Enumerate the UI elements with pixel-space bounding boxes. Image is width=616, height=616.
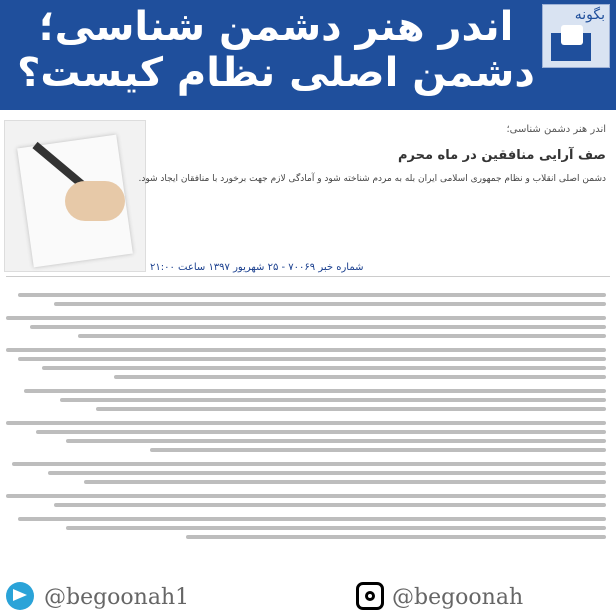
paragraph <box>6 494 606 507</box>
instagram-handle[interactable]: @begoonah <box>392 585 524 610</box>
article-screenshot <box>0 112 616 616</box>
telegram-handle[interactable]: @begoonah1 <box>44 585 190 610</box>
article-kicker: اندر هنر دشمن شناسی؛ <box>506 124 606 135</box>
banner-title-line-2: دشمن اصلی نظام کیست؟ <box>17 50 535 96</box>
article-lead: دشمن اصلی انقلاب و نظام جمهوری اسلامی ایران بله به مردم شناخته شود و آمادگی لازم جهت برخورد با منافقان ایجاد شود. <box>138 174 606 184</box>
begoonah-logo <box>542 4 610 68</box>
article-photo <box>4 120 146 272</box>
paragraph <box>6 316 606 338</box>
logo-text: بگونه <box>574 7 605 23</box>
logo-mark-detail-icon <box>561 25 583 45</box>
paragraph <box>6 293 606 306</box>
paragraph <box>6 389 606 411</box>
divider <box>6 276 610 277</box>
header-banner <box>0 0 616 110</box>
paragraph <box>6 421 606 452</box>
hand-icon <box>65 181 125 221</box>
article-meta: شماره خبر ۷۰۰۶۹ - ۲۵ شهریور ۱۳۹۷ ساعت ۲۱:۰۰ <box>150 262 364 273</box>
paragraph <box>6 348 606 379</box>
social-footer <box>0 582 616 616</box>
paragraph <box>6 517 606 539</box>
banner-title <box>16 4 536 96</box>
paragraph <box>6 462 606 484</box>
article-body <box>6 288 606 549</box>
telegram-icon[interactable] <box>6 582 34 610</box>
instagram-icon[interactable] <box>356 582 384 610</box>
article-headline: صف آرایی منافقین در ماه محرم <box>397 148 606 163</box>
banner-title-line-1: اندر هنر دشمن شناسی؛ <box>38 4 514 50</box>
